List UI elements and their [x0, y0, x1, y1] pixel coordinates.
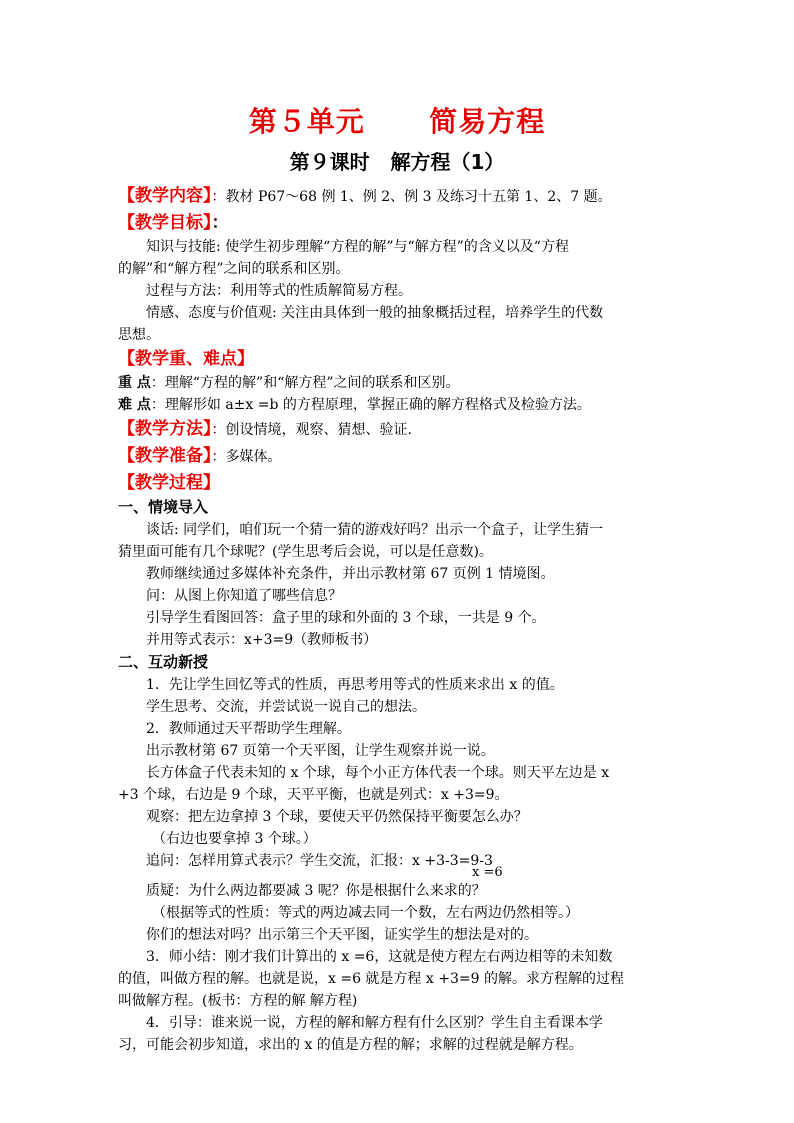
method-row: [118, 416, 678, 443]
s2-line: +3 个球，右边是 9 个球，天平平衡，也就是列式：x +3=9。: [118, 787, 509, 803]
unit-title: 第５单元 简易方程: [248, 105, 546, 138]
s2-line: 你们的想法对吗？出示第三个天平图，证实学生的想法是对的。: [146, 927, 538, 943]
key-label: 【教学重、难点】: [118, 349, 254, 369]
method-label: 【教学方法】: [118, 419, 212, 439]
section-2-heading: 二、互动新授: [118, 653, 209, 671]
s1-line: 问：从图上你知道了哪些信息？: [146, 588, 342, 604]
goal-emotion-line-2: 思想。: [118, 327, 160, 343]
content-row: [118, 183, 678, 210]
method-text: ：创设情境，观察、猜想、验证.: [211, 422, 412, 438]
difficulty-line: [118, 394, 678, 416]
goals-colon: ：: [211, 213, 229, 233]
content-label: 【教学内容】: [118, 186, 212, 206]
s1-line: 猜里面可能有几个球呢？(学生思考后会说，可以是任意数)。: [118, 544, 493, 560]
s2-line: 学生思考、交流，并尝试说一说自己的想法。: [146, 699, 426, 715]
lesson-body: [118, 183, 678, 1056]
focus-text: ：理解“方程的解”和“解方程”之间的联系和区别。: [150, 375, 460, 391]
s2-line: 长方体盒子代表未知的 x 个球，每个小正方体代表一个球。则天平左边是 x: [146, 765, 610, 781]
s2-line: 追问：怎样用算式表示？学生交流，汇报：x +3-3=9-3: [146, 853, 493, 869]
s1-line: 教师继续通过多媒体补充条件，并出示教材第 67 页例 1 情境图。: [146, 566, 555, 582]
s2-line: 质疑：为什么两边都要减 3 呢？你是根据什么来求的？: [146, 883, 486, 899]
goal-knowledge-line-1: 知识与技能: 使学生初步理解“方程的解”与“解方程”的含义以及“方程: [146, 239, 569, 255]
equation-result: x =6: [472, 865, 503, 880]
goal-process-line: 过程与方法：利用等式的性质解简易方程。: [146, 283, 412, 299]
s2-line: 的值，叫做方程的解。也就是说，x =6 就是方程 x +3=9 的解。求方程解的过程: [118, 971, 624, 987]
s2-line: 观察：把左边拿掉 3 个球，要使天平仍然保持平衡要怎么办？: [146, 809, 528, 825]
difficulty-label: 难 点: [118, 397, 151, 413]
s1-line: 引导学生看图回答：盒子里的球和外面的 3 个球，一共是 9 个。: [146, 610, 546, 626]
s2-line: 习，可能会初步知道，求出的 x 的值是方程的解；求解的过程就是解方程。: [118, 1037, 583, 1053]
s2-line: 3．师小结：刚才我们计算出的 x =6，这就是使方程左右两边相等的未知数: [146, 949, 613, 965]
s2-line: （根据等式的性质：等式的两边减去同一个数，左右两边仍然相等。）: [152, 905, 579, 921]
prep-row: [118, 443, 678, 470]
goals-heading: [118, 210, 678, 236]
key-heading: [118, 346, 678, 372]
lesson-title: 第９课时 解方程（1）: [289, 150, 505, 174]
content-text: ：教材 P67～68 例 1、例 2、例 3 及练习十五第 1、2、7 题。: [211, 189, 612, 205]
process-heading: [118, 470, 678, 496]
prep-text: ：多媒体。: [211, 449, 282, 465]
section-1-heading: 一、情境导入: [118, 498, 209, 516]
s2-line: 出示教材第 67 页第一个天平图，让学生观察并说一说。: [146, 743, 495, 759]
s2-line: 4．引导：谁来说一说，方程的解和解方程有什么区别？学生自主看课本学: [146, 1015, 603, 1031]
s2-line: 2．教师通过天平帮助学生理解。: [146, 721, 351, 737]
goals-label: 【教学目标】: [118, 213, 212, 233]
s1-line: 谈话: 同学们，咱们玩一个猜一猜的游戏好吗？出示一个盒子，让学生猜一: [146, 522, 604, 538]
s2-line: 叫做解方程。(板书：方程的解 解方程): [118, 993, 358, 1009]
difficulty-text: ：理解形如 a±x =b 的方程原理，掌握正确的解方程格式及检验方法。: [150, 397, 591, 413]
s2-line: 1．先让学生回忆等式的性质，再思考用等式的性质来求出 x 的值。: [146, 677, 564, 693]
s2-line: （右边也要拿掉 3 个球。）: [152, 831, 317, 847]
s1-line: 并用等式表示：x+3=9（教师板书）: [146, 632, 378, 648]
focus-label: 重 点: [118, 375, 151, 391]
focus-line: [118, 372, 678, 394]
prep-label: 【教学准备】: [118, 446, 212, 466]
process-label: 【教学过程】: [118, 473, 220, 493]
goal-knowledge-line-2: 的解”和“解方程”之间的联系和区别。: [118, 261, 350, 277]
goal-emotion-line-1: 情感、态度与价值观: 关注由具体到一般的抽象概括过程，培养学生的代数: [146, 305, 604, 321]
